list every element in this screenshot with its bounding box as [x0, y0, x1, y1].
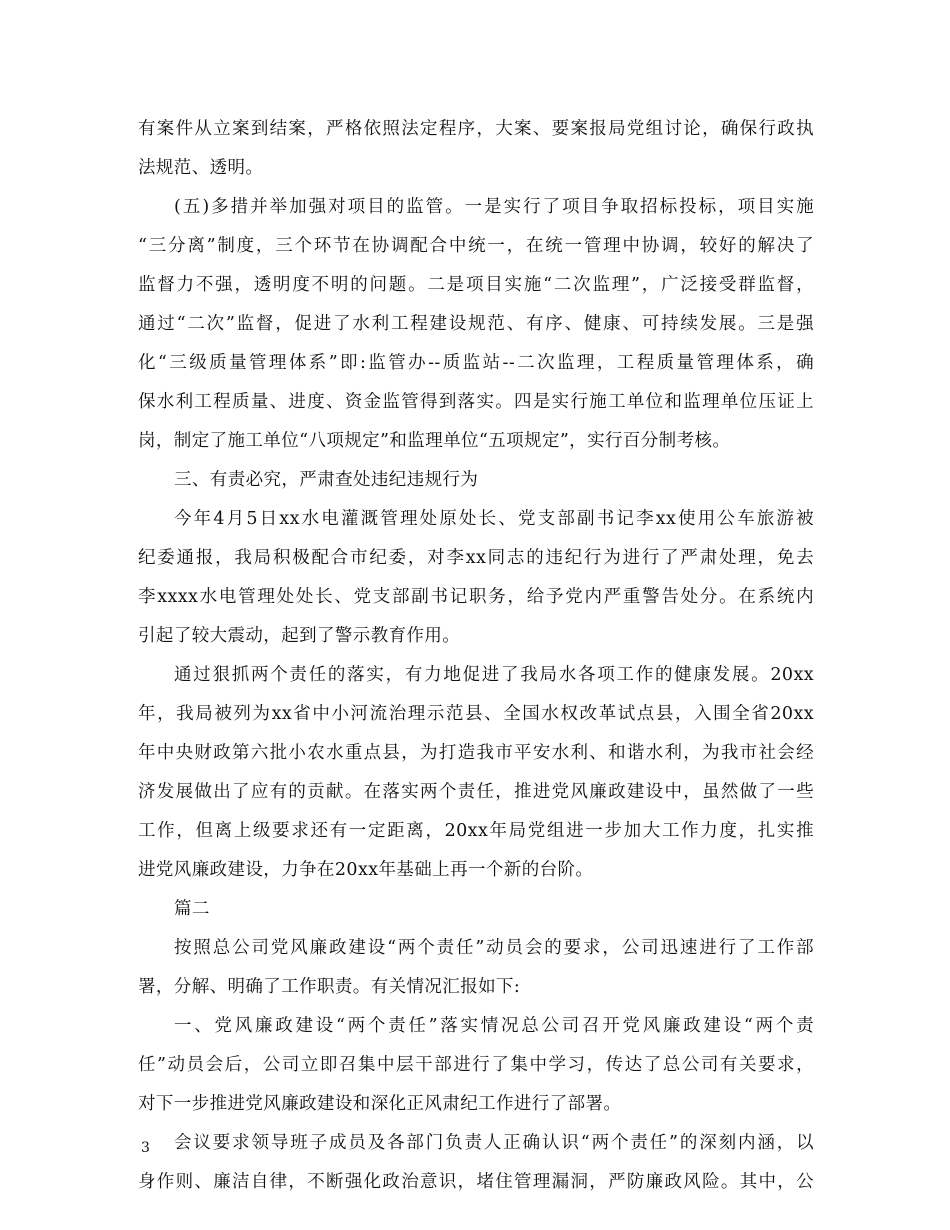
- text-line: 纪委通报，我局积极配合市纪委，对李xx同志的违纪行为进行了严肃处理，免去: [138, 548, 814, 568]
- text-line: 年，我局被列为xx省中小河流治理示范县、全国水权改革试点县，入围全省20xx: [138, 704, 814, 724]
- text-line: 李xxxx水电管理处处长、党支部副书记职务，给予党内严重警告处分。在系统内: [138, 587, 814, 607]
- text-line: 身作则、廉洁自律，不断强化政治意识，堵住管理漏洞，严防廉政风险。其中，公: [138, 1172, 814, 1192]
- text-line: 署，分解、明确了工作职责。有关情况汇报如下:: [138, 977, 521, 997]
- text-line: 三、有责必究，严肃查处违纪违规行为: [174, 470, 479, 490]
- text-line: 引起了较大震动，起到了警示教育作用。: [138, 626, 461, 646]
- text-line: 今年4月5日xx水电灌溉管理处原处长、党支部副书记李xx使用公车旅游被: [174, 509, 814, 529]
- text-line: 按照总公司党风廉政建设“两个责任”动员会的要求，公司迅速进行了工作部: [174, 938, 814, 958]
- text-line: 工作，但离上级要求还有一定距离，20xx年局党组进一步加大工作力度，扎实推: [138, 821, 814, 841]
- text-line: 岗，制定了施工单位“八项规定”和监理单位“五项规定”，实行百分制考核。: [138, 431, 731, 451]
- text-line: 进党风廉政建设，力争在20xx年基础上再一个新的台阶。: [138, 860, 594, 880]
- text-line: “三分离”制度，三个环节在协调配合中统一，在统一管理中协调，较好的解决了: [138, 236, 814, 256]
- text-line: 会议要求领导班子成员及各部门负责人正确认识“两个责任”的深刻内涵，以: [174, 1133, 814, 1153]
- text-line: 保水利工程质量、进度、资金监管得到落实。四是实行施工单位和监理单位压证上: [138, 392, 814, 412]
- text-line: 法规范、透明。: [138, 158, 264, 178]
- text-line: 任”动员会后，公司立即召集中层干部进行了集中学习，传达了总公司有关要求，: [138, 1055, 814, 1075]
- text-line: 年中央财政第六批小农水重点县，为打造我市平安水利、和谐水利，为我市社会经: [138, 743, 814, 763]
- text-line: 通过狠抓两个责任的落实，有力地促进了我局水各项工作的健康发展。20xx: [174, 665, 814, 685]
- text-line: 通过“二次”监督，促进了水利工程建设规范、有序、健康、可持续发展。三是强: [138, 314, 814, 334]
- text-line: 化“三级质量管理体系”即:监管办--质监站--二次监理，工程质量管理体系，确: [138, 353, 814, 373]
- text-line: 对下一步推进党风廉政建设和深化正风肃纪工作进行了部署。: [138, 1094, 622, 1114]
- page-number: 3: [141, 1140, 150, 1156]
- text-line: 监督力不强，透明度不明的问题。二是项目实施“二次监理”，广泛接受群监督，: [138, 275, 814, 295]
- body-text: [138, 110, 814, 1202]
- text-line: 有案件从立案到结案，严格依照法定程序，大案、要案报局党组讨论，确保行政执: [138, 119, 814, 139]
- text-line: 一、党风廉政建设“两个责任”落实情况总公司召开党风廉政建设“两个责: [174, 1016, 814, 1036]
- text-line: (五)多措并举加强对项目的监管。一是实行了项目争取招标投标，项目实施: [174, 197, 814, 217]
- text-line: 篇二: [174, 899, 210, 919]
- text-line: 济发展做出了应有的贡献。在落实两个责任，推进党风廉政建设中，虽然做了一些: [138, 782, 814, 802]
